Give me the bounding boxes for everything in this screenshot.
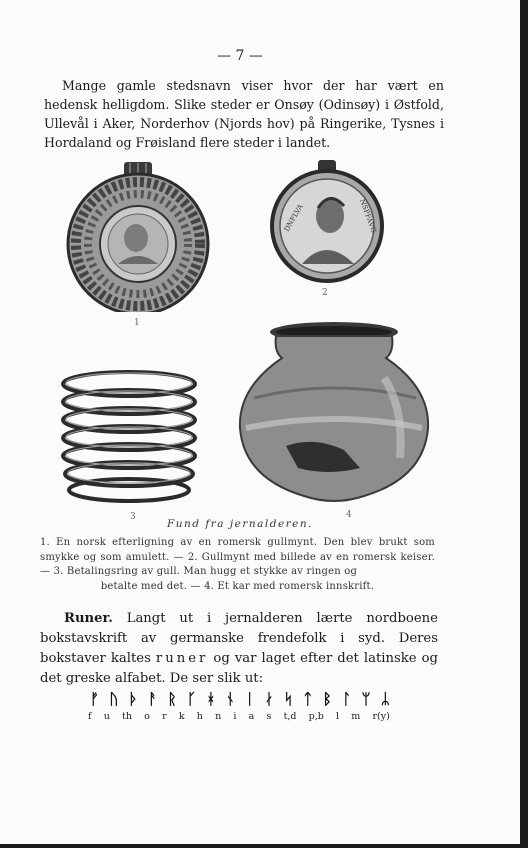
rune-alphabet bbox=[90, 690, 390, 708]
caption-text: 1. En norsk efterligning av en romersk gullmynt. Den blev brukt som smykke og som amulett. — 2. Gullmynt med billede av en romersk keiser. — 3. Betalingsring av gull. Man hugg et stykke av ringen og bbox=[40, 537, 435, 578]
rune-glyph: ᛁ bbox=[245, 690, 255, 708]
rune-glyph: ᚨ bbox=[148, 690, 158, 708]
figure-vessel bbox=[234, 318, 434, 510]
rune-glyph: ᚢ bbox=[109, 690, 119, 708]
rune-glyph: ᚱ bbox=[167, 690, 177, 708]
page-number: — 7 — bbox=[217, 48, 263, 64]
rune-glyph: ᛒ bbox=[322, 690, 332, 708]
rune-glyph: ᛅ bbox=[264, 690, 274, 708]
rune-glyph: ᛏ bbox=[303, 690, 313, 708]
rune-latin: f bbox=[88, 711, 92, 722]
caption-title: Fund fra jernalderen. bbox=[166, 518, 313, 530]
section-heading-runer: Runer. bbox=[64, 611, 113, 626]
figure-spiral-ring bbox=[58, 366, 200, 506]
rune-latin: t,d bbox=[283, 711, 297, 722]
rune-latin: n bbox=[215, 711, 222, 722]
rune-glyph: ᛋ bbox=[283, 690, 293, 708]
runer-text-after: og var laget efter det latinske og det greske alfabet. De ser slik ut: bbox=[40, 651, 438, 686]
rune-latin: k bbox=[178, 711, 185, 722]
figure-number-1: 1 bbox=[134, 318, 140, 328]
figure-bracteate bbox=[66, 160, 210, 312]
figure-number-4: 4 bbox=[346, 510, 352, 520]
runer-spaced-word: runer bbox=[155, 651, 209, 666]
paragraph-runes bbox=[40, 609, 438, 689]
rune-glyph: ᚴ bbox=[186, 690, 196, 708]
paragraph-place-names: Mange gamle stedsnavn viser hvor der har vært en hedensk helligdom. Slike steder er Onsøy (Odinsøy) i Østfold, Ullevål i Aker, Norderhov (Njords hov) på Ringerike, Tysnes i Hordaland og Frøisland flere steder i landet. bbox=[44, 78, 444, 150]
rune-latin: i bbox=[233, 711, 237, 722]
svg-text:DNFLVA: DNFLVA bbox=[282, 202, 305, 233]
figure-gold-coin bbox=[268, 160, 388, 284]
figure-number-3: 3 bbox=[130, 512, 136, 522]
rune-latin: s bbox=[266, 711, 272, 722]
rune-glyph: ᚦ bbox=[128, 690, 138, 708]
rune-transliteration bbox=[88, 711, 390, 722]
figure-number-2: 2 bbox=[322, 288, 328, 298]
rune-glyph: ᛘ bbox=[361, 690, 371, 708]
rune-latin: h bbox=[196, 711, 203, 722]
rune-latin: r bbox=[162, 711, 167, 722]
rune-latin: u bbox=[103, 711, 110, 722]
rune-glyph: ᛚ bbox=[342, 690, 352, 708]
svg-text:NSPFAVG: NSPFAVG bbox=[358, 197, 378, 234]
rune-latin: a bbox=[248, 711, 255, 722]
caption-last-line: betalte med det. — 4. Et kar med romersk innskrift. bbox=[100, 580, 375, 592]
rune-latin: o bbox=[144, 711, 150, 722]
figure-caption bbox=[40, 536, 435, 594]
rune-latin: r(y) bbox=[372, 711, 390, 722]
rune-latin: l bbox=[336, 711, 340, 722]
rune-glyph: ᛦ bbox=[380, 690, 390, 708]
rune-latin: th bbox=[122, 711, 132, 722]
rune-glyph: ᚾ bbox=[225, 690, 235, 708]
rune-latin: m bbox=[351, 711, 361, 722]
rune-latin: p,b bbox=[308, 711, 324, 722]
rune-glyph: ᚠ bbox=[90, 690, 100, 708]
rune-glyph: ᚼ bbox=[206, 690, 216, 708]
runer-text-before: Langt ut i jernalderen lærte nordboene bokstavskrift av germanske frendefolk i syd. Deres bokstaver kaltes bbox=[40, 611, 438, 666]
